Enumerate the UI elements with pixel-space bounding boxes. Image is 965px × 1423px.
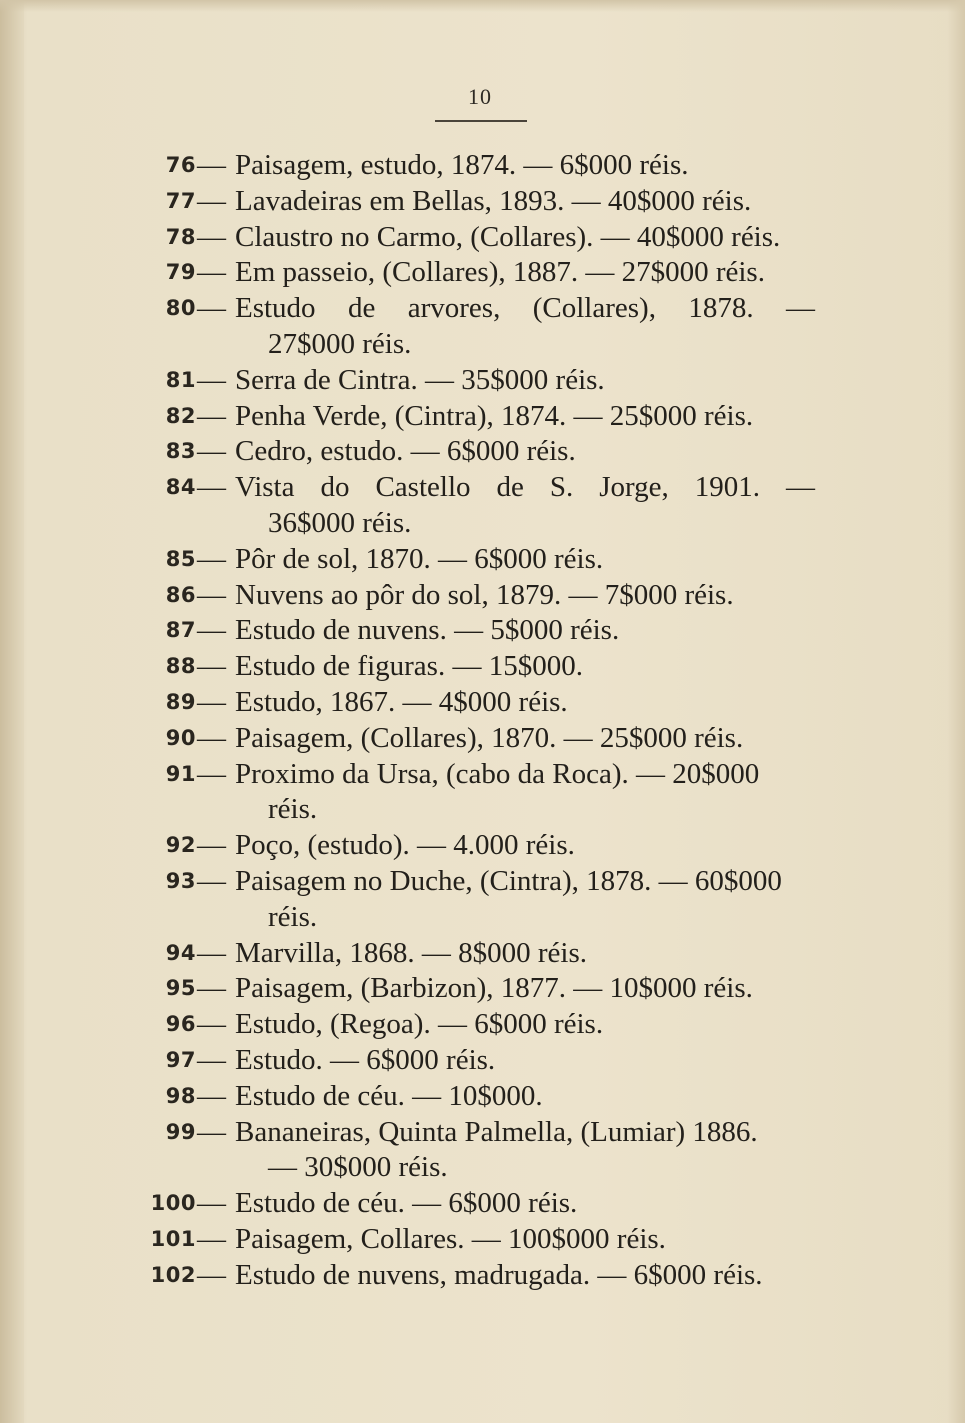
- entry-number: 97: [165, 1047, 196, 1072]
- entry-text: Estudo de céu. — 10$000.: [235, 1079, 543, 1112]
- entry-dash: —: [197, 685, 226, 718]
- entry-text: Paisagem, (Barbizon), 1877. — 10$000 réis.: [235, 972, 753, 1005]
- entry-number: 77: [165, 188, 196, 213]
- catalogue-entry: [0, 399, 965, 435]
- entry-text: Lavadeiras em Bellas, 1893. — 40$000 réis.: [235, 184, 752, 217]
- page-top-shadow: [0, 0, 965, 12]
- entry-text: Marvilla, 1868. — 8$000 réis.: [235, 936, 587, 969]
- entry-continuation: — 30$000 réis.: [268, 1151, 448, 1184]
- entry-text: Estudo. — 6$000 réis.: [235, 1043, 496, 1076]
- entry-dash: —: [197, 1079, 226, 1112]
- catalogue-entry: [0, 363, 965, 399]
- catalogue-entry: [0, 1043, 965, 1079]
- entry-number: 85: [165, 546, 196, 571]
- entry-number: 90: [165, 725, 196, 750]
- entry-text: Estudo de nuvens. — 5$000 réis.: [235, 614, 620, 647]
- entry-dash: —: [197, 542, 226, 575]
- entry-number: 81: [165, 367, 196, 392]
- catalogue-entries: [0, 148, 965, 1294]
- catalogue-entry: [0, 864, 965, 936]
- entry-number: 78: [165, 224, 196, 249]
- entry-text: Estudo, (Regoa). — 6$000 réis.: [235, 1008, 604, 1041]
- entry-number: 88: [165, 654, 196, 679]
- catalogue-entry: [0, 470, 965, 542]
- entry-text: Penha Verde, (Cintra), 1874. — 25$000 réis.: [235, 399, 754, 432]
- catalogue-entry: [0, 828, 965, 864]
- entry-dash: —: [197, 614, 226, 647]
- entry-text: Vista do Castello de S. Jorge, 1901. —: [235, 471, 815, 504]
- entry-text: Em passeio, (Collares), 1887. — 27$000 réis.: [235, 256, 765, 289]
- catalogue-entry: [0, 434, 965, 470]
- entry-dash: —: [197, 721, 226, 754]
- entry-dash: —: [197, 256, 226, 289]
- catalogue-entry: [0, 1258, 965, 1294]
- entry-continuation: 27$000 réis.: [268, 327, 412, 360]
- entry-text: Cedro, estudo. — 6$000 réis.: [235, 435, 576, 468]
- catalogue-entry: [0, 757, 965, 829]
- catalogue-entry: [0, 255, 965, 291]
- entry-continuation: réis.: [268, 793, 318, 826]
- entry-dash: —: [197, 1258, 226, 1291]
- catalogue-entry: [0, 1222, 965, 1258]
- entry-text: Proximo da Ursa, (cabo da Roca). — 20$000: [235, 757, 760, 790]
- entry-continuation: réis.: [268, 900, 318, 933]
- catalogue-entry: [0, 1007, 965, 1043]
- catalogue-entry: [0, 1115, 965, 1187]
- catalogue-entry: [0, 578, 965, 614]
- entry-number: 96: [165, 1012, 196, 1037]
- page-number: 10: [468, 84, 492, 109]
- entry-dash: —: [197, 1115, 226, 1148]
- entry-dash: —: [197, 363, 226, 396]
- catalogue-entry: [0, 936, 965, 972]
- entry-number: 100: [150, 1191, 196, 1216]
- entry-text: Paisagem, Collares. — 100$000 réis.: [235, 1222, 666, 1255]
- entry-dash: —: [197, 435, 226, 468]
- entry-number: 89: [165, 689, 196, 714]
- entry-dash: —: [197, 972, 226, 1005]
- entry-text: Estudo, 1867. — 4$000 réis.: [235, 685, 568, 718]
- entry-dash: —: [197, 936, 226, 969]
- entry-number: 86: [165, 582, 196, 607]
- entry-number: 93: [165, 868, 196, 893]
- entry-number: 91: [165, 761, 196, 786]
- entry-number: 79: [165, 260, 196, 285]
- catalogue-entry: [0, 542, 965, 578]
- catalogue-entry: [0, 291, 965, 363]
- entry-dash: —: [197, 864, 226, 897]
- entry-number: 92: [165, 833, 196, 858]
- catalogue-entry: [0, 148, 965, 184]
- entry-text: Estudo de figuras. — 15$000.: [235, 650, 583, 683]
- entry-continuation: 36$000 réis.: [268, 506, 412, 539]
- catalogue-entry: [0, 613, 965, 649]
- entry-number: 102: [150, 1262, 196, 1287]
- entry-dash: —: [197, 184, 226, 217]
- entry-text: Claustro no Carmo, (Collares). — 40$000 réis.: [235, 220, 781, 253]
- entry-number: 82: [165, 403, 196, 428]
- catalogue-entry: [0, 685, 965, 721]
- page-number-rule: [435, 120, 527, 122]
- entry-text: Paisagem, estudo, 1874. — 6$000 réis.: [235, 149, 689, 181]
- entry-dash: —: [197, 149, 226, 181]
- entry-text: Nuvens ao pôr do sol, 1879. — 7$000 réis.: [235, 578, 734, 611]
- entry-number: 87: [165, 618, 196, 643]
- entry-text: Estudo de céu. — 6$000 réis.: [235, 1187, 578, 1220]
- catalogue-entry: [0, 721, 965, 757]
- entry-dash: —: [197, 578, 226, 611]
- entry-dash: —: [197, 829, 226, 862]
- entry-text: Poço, (estudo). — 4.000 réis.: [235, 829, 575, 862]
- entry-text: Serra de Cintra. — 35$000 réis.: [235, 363, 605, 396]
- entry-text: Pôr de sol, 1870. — 6$000 réis.: [235, 542, 604, 575]
- entry-dash: —: [197, 220, 226, 253]
- entry-number: 80: [165, 296, 196, 321]
- entry-dash: —: [197, 1187, 226, 1220]
- catalogue-entry: [0, 184, 965, 220]
- entry-number: 95: [165, 976, 196, 1001]
- entry-number: 76: [165, 153, 196, 177]
- catalogue-entry: [0, 1186, 965, 1222]
- entry-dash: —: [197, 1043, 226, 1076]
- entry-text: Bananeiras, Quinta Palmella, (Lumiar) 1886.: [235, 1115, 758, 1148]
- entry-dash: —: [197, 399, 226, 432]
- entry-text: Estudo de arvores, (Collares), 1878. —: [235, 292, 815, 325]
- entry-dash: —: [197, 757, 226, 790]
- entry-text: Estudo de nuvens, madrugada. — 6$000 réis.: [235, 1258, 763, 1291]
- entry-number: 99: [165, 1119, 196, 1144]
- catalogue-entry: [0, 1079, 965, 1115]
- entry-number: 98: [165, 1083, 196, 1108]
- entry-number: 84: [165, 475, 196, 500]
- catalogue-entry: [0, 971, 965, 1007]
- catalogue-entry: [0, 649, 965, 685]
- catalogue-entry: [0, 220, 965, 256]
- entry-text: Paisagem, (Collares), 1870. — 25$000 réis.: [235, 721, 744, 754]
- entry-number: 83: [165, 439, 196, 464]
- entry-dash: —: [197, 1222, 226, 1255]
- entry-dash: —: [197, 1008, 226, 1041]
- entry-number: 101: [150, 1226, 196, 1251]
- entry-dash: —: [197, 471, 226, 504]
- entry-dash: —: [197, 292, 226, 325]
- entry-number: 94: [165, 940, 196, 965]
- entry-text: Paisagem no Duche, (Cintra), 1878. — 60$000: [235, 864, 782, 897]
- entry-dash: —: [197, 650, 226, 683]
